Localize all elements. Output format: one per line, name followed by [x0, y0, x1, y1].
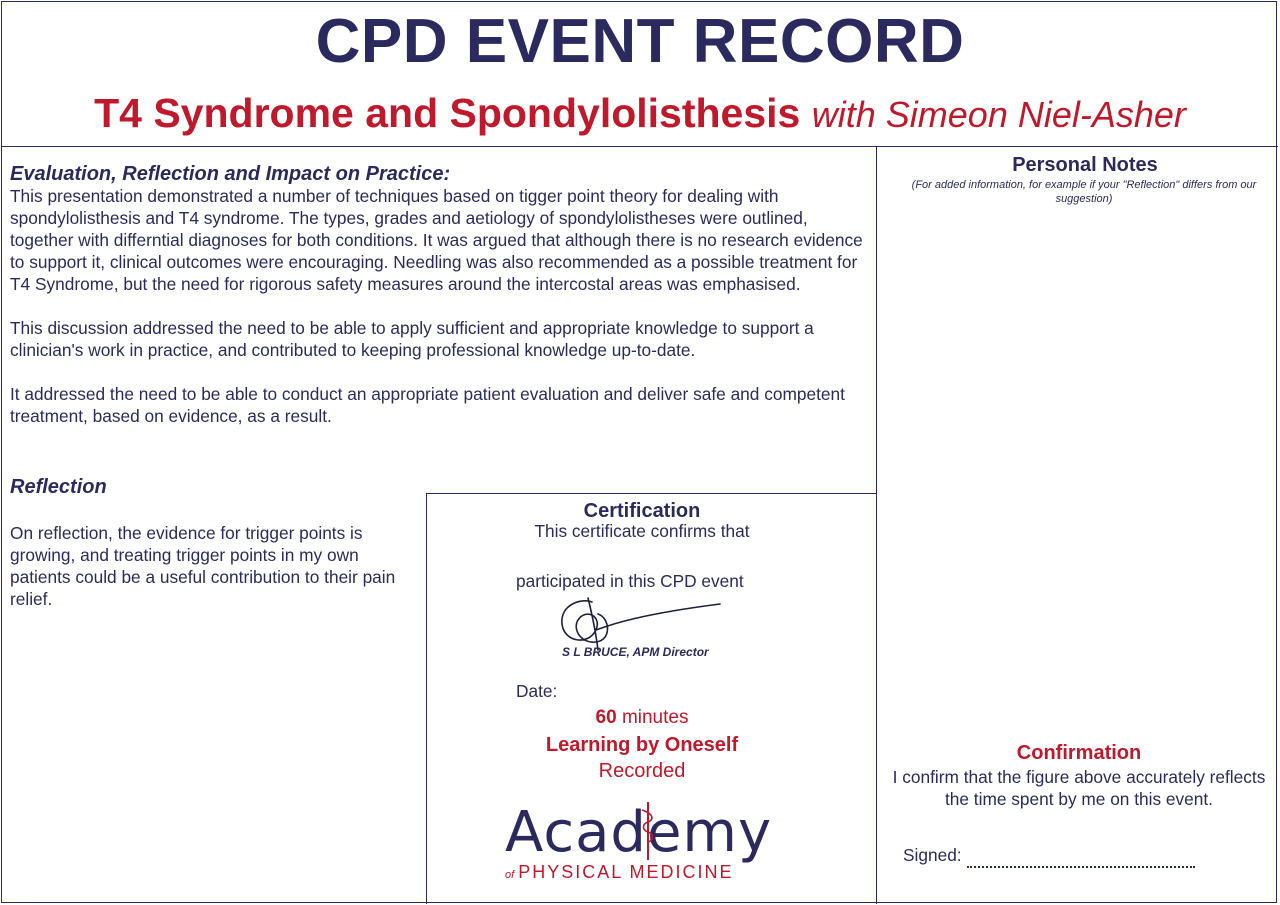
reflection-heading: Reflection — [10, 476, 107, 498]
notes-column-divider — [876, 146, 877, 904]
duration-unit: minutes — [621, 707, 689, 728]
signed-label: Signed: — [903, 845, 962, 865]
learning-type: Learning by Oneself — [545, 734, 739, 756]
date-label: Date: — [516, 681, 558, 701]
event-topic: T4 Syndrome and Spondylolisthesis — [94, 90, 801, 136]
cert-box-top — [426, 493, 877, 494]
reflection-text: On reflection, the evidence for trigger points is growing, and treating trigger points in my own patients could be a useful contribution to their pain relief. — [10, 523, 396, 609]
evaluation-heading: Evaluation, Reflection and Impact on Practice: — [10, 163, 451, 185]
duration-value: 60 — [595, 707, 617, 728]
duration — [427, 707, 857, 729]
record-status: Recorded — [598, 760, 686, 782]
evaluation-section — [10, 163, 868, 449]
confirmation-text: I confirm that the figure above accurately reflects the time spent by me on this event. — [892, 767, 1266, 809]
academy-logo — [505, 800, 785, 890]
signer-name: S L BRUCE, APM Director — [562, 645, 709, 659]
event-presenter: with Simeon Niel-Asher — [811, 94, 1186, 135]
certification-title: Certification — [583, 500, 701, 522]
logo-wordmark: Academy — [505, 800, 773, 865]
logo-of: of — [505, 869, 515, 881]
evaluation-paragraph: This discussion addressed the need to be able to apply sufficient and appropriate knowledge to support a clinician's work in practice, and contributed to keeping professional knowledge up-to-date. — [10, 318, 814, 360]
logo-subtitle — [505, 862, 734, 883]
personal-notes-title: Personal Notes — [1012, 154, 1158, 176]
certification-statement: This certificate confirms that — [534, 521, 750, 541]
evaluation-paragraph: This presentation demonstrated a number of techniques based on tigger point theory for dealing with spondylolisthesis and T4 syndrome. The types, grades and aetiology of spondylolistheses were outlined, together with differntial diagnoses for both conditions. It was argued that although there is no research evidence to support it, clinical outcomes were encouraging. Needling was also recommended as a possible treatment for T4 Syndrome, but the need for rigorous safety measures around the intercostal areas was emphasised. — [10, 186, 863, 294]
cert-box-left — [426, 493, 427, 904]
evaluation-paragraph: It addressed the need to be able to conduct an appropriate patient evaluation and deliver safe and competent treatment, based on evidence, as a result. — [10, 384, 845, 426]
personal-notes-hint: (For added information, for example if your "Reflection" differs from our suggestion) — [911, 179, 1257, 205]
header-divider — [1, 146, 1278, 147]
certification-participation: participated in this CPD event — [516, 571, 744, 591]
page-title: CPD EVENT RECORD — [315, 7, 965, 76]
logo-sub-text: PHYSICAL MEDICINE — [518, 862, 734, 882]
confirmation-title: Confirmation — [1016, 742, 1142, 764]
caduceus-icon — [638, 800, 658, 862]
event-subtitle — [0, 90, 1280, 137]
signature-field[interactable] — [967, 866, 1195, 868]
